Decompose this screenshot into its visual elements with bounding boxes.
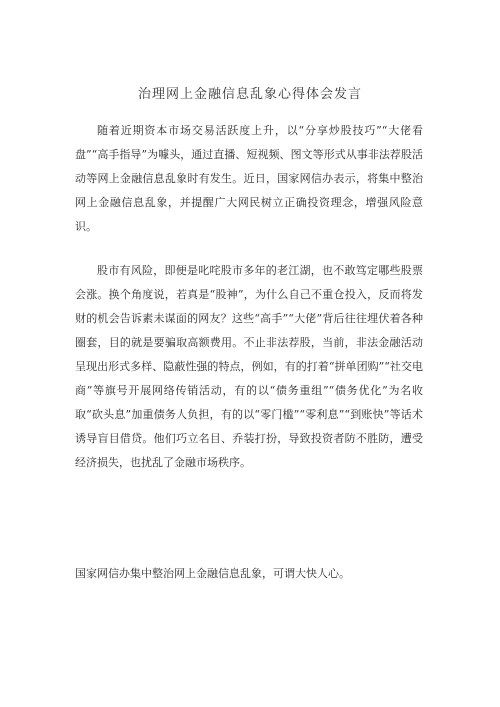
document-title: 治理网上金融信息乱象心得体会发言: [137, 87, 362, 102]
paragraph-3: 国家网信办集中整治网上金融信息乱象，可谓大快人心。: [75, 567, 350, 580]
paragraph-1: 随着近期资本市场交易活跃度上升，以“分享炒股技巧”“大佬看盘”“高手指导”为噱头，通过直播、短视频、图文等形式从事非法荐股活动等网上金融信息乱象时有发生。近日，国家网信办表示，将集中整治网上金融信息乱象，并提醒广大网民树立正确投资理念，增强风险意识。: [75, 124, 423, 233]
paragraph-2: 股市有风险，即便是叱咤股市多年的老江湖，也不敢笃定哪些股票会涨。换个角度说，若真是“股神”，为什么自己不重仓投入，反而将发财的机会告诉素未谋面的网友？这些“高手”“大佬”背后往往埋伏着各种圈套，目的就是要骗取高额费用。不止非法荐股，当前，非法金融活动呈现出形式多样、隐蔽性强的特点，例如，有的打着“拼单团购”“社交电商”等旗号开展网络传销活动，有的以“债务重组”“债务优化”为名收取“砍头息”加重债务人负担，有的以“零门槛”“零利息”“到账快”等话术诱导盲目借贷。他们巧立名目、乔装打扮，导致投资者防不胜防，遭受经济损失，也扰乱了金融市场秩序。: [75, 264, 423, 469]
